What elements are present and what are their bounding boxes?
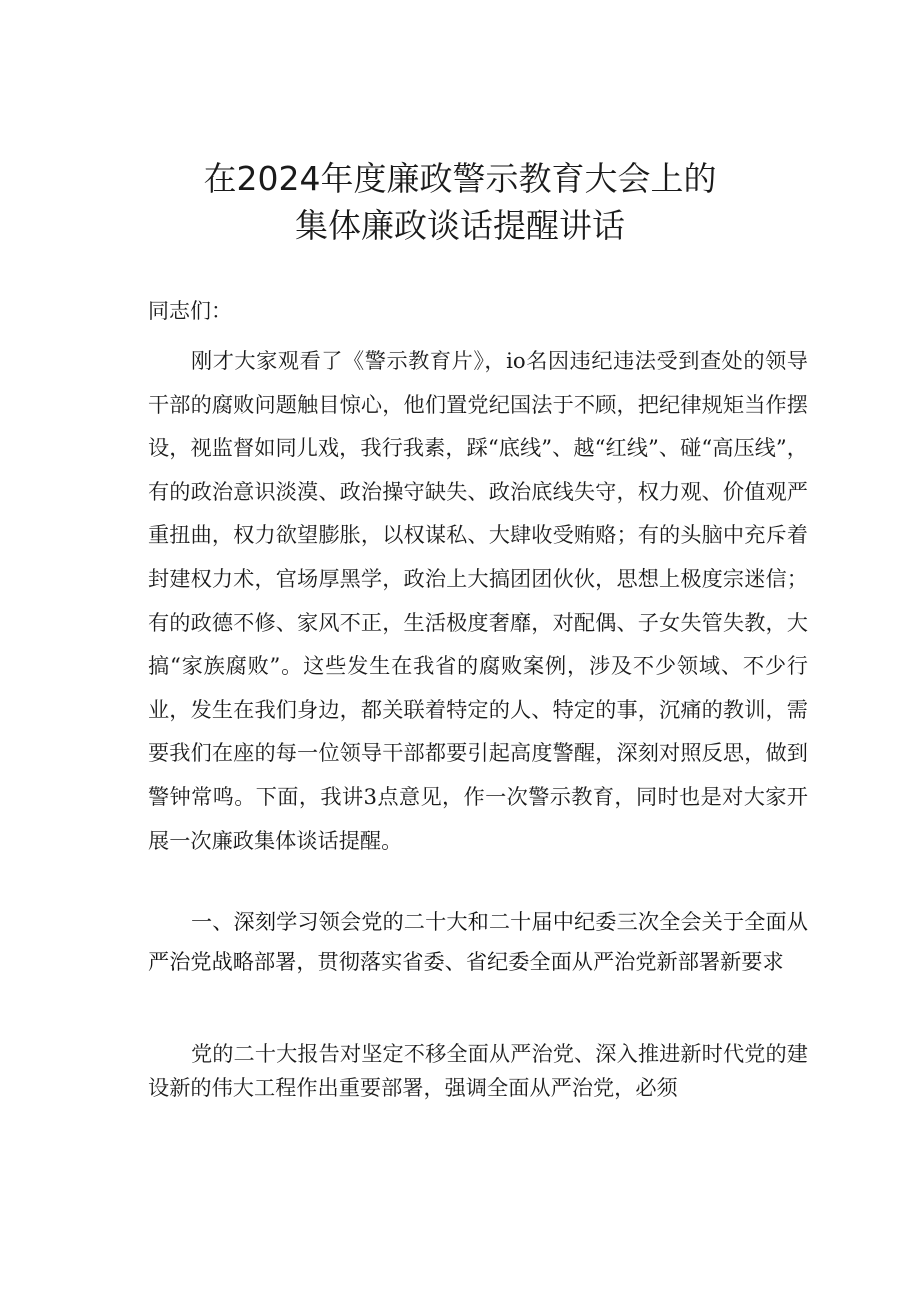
salutation: 同志们： xyxy=(148,299,232,323)
document-title-line-2: 集体廉政谈话提醒讲话 xyxy=(295,206,625,245)
section-heading-1: 一、深刻学习领会党的二十大和二十届中纪委三次全会关于全面从严治党战略部署，贯彻落实省委、省纪委全面从严治党新部署新要求 xyxy=(148,909,808,974)
paragraph-section-1: 党的二十大报告对坚定不移全面从严治党、深入推进新时代党的建设新的伟大工程作出重要部署，强调全面从严治党，必须 xyxy=(148,1041,808,1100)
document-title-line-1: 在2024年度廉政警示教育大会上的 xyxy=(203,159,717,198)
paragraph-intro: 刚才大家观看了《警示教育片》，io名因违纪违法受到查处的领导干部的腐败问题触目惊心，他们置党纪国法于不顾，把纪律规矩当作摆设，视监督如同儿戏，我行我素，踩“底线”、越“红线”、碰“高压线”，有的政治意识淡漠、政治操守缺失、政治底线失守，权力观、价值观严重扭曲，权力欲望膨胀，以权谋私、大肆收受贿赂；有的头脑中充斥着封建权力术，官场厚黑学，政治上大搞团团伙伙，思想上极度宗迷信；有的政德不修、家风不正，生活极度奢靡，对配偶、子女失管失教，大搞“家族腐败”。这些发生在我省的腐败案例，涉及不少领域、不少行业，发生在我们身边，都关联着特定的人、特定的事，沉痛的教训，需要我们在座的每一位领导干部都要引起高度警醒，深刻对照反思，做到警钟常鸣。下面，我讲3点意见，作一次警示教育，同时也是对大家开展一次廉政集体谈话提醒。 xyxy=(148,348,808,853)
